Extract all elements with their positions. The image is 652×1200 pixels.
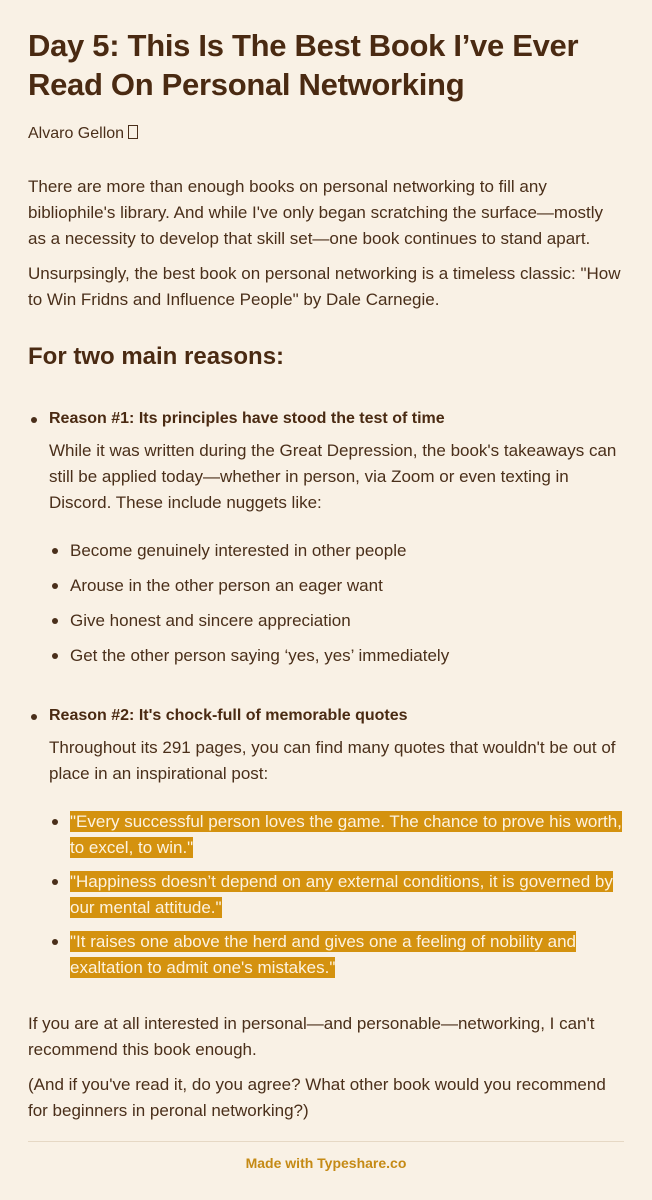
quotes-list bbox=[49, 809, 624, 981]
reason-body: While it was written during the Great Depression, the book's takeaways can still be applied today—whether in person, via Zoom or even texting in Discord. These include nuggets like: bbox=[49, 441, 617, 512]
highlighted-quote: "Every successful person loves the game. The chance to prove his worth, to excel, to win." bbox=[70, 812, 622, 857]
highlighted-quote: "Happiness doesn’t depend on any external conditions, it is governed by our mental attitude." bbox=[70, 872, 613, 917]
intro-paragraph-1: There are more than enough books on personal networking to fill any bibliophile's library. And while I've only began scratching the surface—mostly as a necessity to develop that skill set—one book continues to stand apart. bbox=[28, 177, 604, 248]
highlighted-quote: "It raises one above the herd and gives one a feeling of nobility and exaltation to admit one's mistakes." bbox=[70, 932, 576, 977]
reasons-list bbox=[28, 408, 624, 981]
closing-paragraph-2: (And if you've read it, do you agree? What other book would you recommend for beginners in peronal networking?) bbox=[28, 1075, 606, 1120]
section-heading: For two main reasons: bbox=[28, 343, 285, 370]
reason-item-2 bbox=[28, 705, 624, 981]
intro-paragraph-2: Unsurpsingly, the best book on personal networking is a timeless classic: "How to Win Fridns and Influence People" by Dale Carnegie. bbox=[28, 264, 621, 309]
principles-list bbox=[49, 538, 624, 669]
reason-title: Reason #2: It's chock-full of memorable quotes bbox=[49, 707, 408, 724]
article-title: Day 5: This Is The Best Book I’ve Ever Read On Personal Networking bbox=[28, 28, 579, 102]
missing-glyph-icon bbox=[128, 125, 138, 139]
reason-item-1 bbox=[28, 408, 624, 669]
list-item: Get the other person saying ‘yes, yes’ immediately bbox=[49, 643, 624, 669]
quote-item bbox=[49, 809, 624, 861]
footer-link[interactable]: Made with Typeshare.co bbox=[245, 1155, 407, 1171]
list-item: Arouse in the other person an eager want bbox=[49, 573, 624, 599]
reason-title: Reason #1: Its principles have stood the test of time bbox=[49, 410, 445, 427]
list-item: Give honest and sincere appreciation bbox=[49, 608, 624, 634]
list-item: Become genuinely interested in other people bbox=[49, 538, 624, 564]
quote-item bbox=[49, 869, 624, 921]
closing-paragraph-1: If you are at all interested in personal—and personable—networking, I can't recommend this book enough. bbox=[28, 1014, 595, 1059]
footer-divider bbox=[28, 1141, 624, 1142]
reason-body: Throughout its 291 pages, you can find many quotes that wouldn't be out of place in an inspirational post: bbox=[49, 738, 616, 783]
author-name: Alvaro Gellon bbox=[28, 125, 125, 142]
author-line bbox=[28, 124, 624, 144]
quote-item bbox=[49, 929, 624, 981]
